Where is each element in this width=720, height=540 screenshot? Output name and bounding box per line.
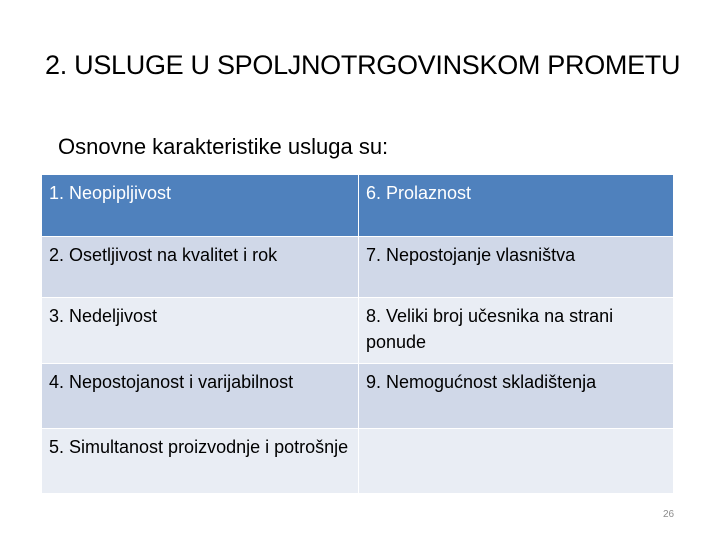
table-cell: 2. Osetljivost na kvalitet i rok: [42, 237, 359, 298]
table-row: [42, 237, 674, 298]
table-header-row: [42, 175, 674, 237]
page-number: 26: [663, 509, 675, 520]
table-cell: 7. Nepostojanje vlasništva: [359, 237, 674, 298]
table-cell: 3. Nedeljivost: [42, 298, 359, 364]
table-row: [42, 429, 674, 494]
slide-subtitle: Osnovne karakteristike usluga su:: [58, 134, 389, 159]
table-row: [42, 364, 674, 429]
table-cell: 9. Nemogućnost skladištenja: [359, 364, 674, 429]
table-cell: 8. Veliki broj učesnika na strani ponude: [359, 298, 674, 364]
table-cell: 1. Neopipljivost: [42, 175, 359, 237]
table-row: [42, 298, 674, 364]
table-cell: 5. Simultanost proizvodnje i potrošnje: [42, 429, 359, 494]
slide-title: 2. USLUGE U SPOLJNOTRGOVINSKOM PROMETU: [45, 50, 681, 80]
table-cell: 6. Prolaznost: [359, 175, 674, 237]
table-cell: [359, 429, 674, 494]
characteristics-table: [41, 174, 674, 494]
table-cell: 4. Nepostojanost i varijabilnost: [42, 364, 359, 429]
